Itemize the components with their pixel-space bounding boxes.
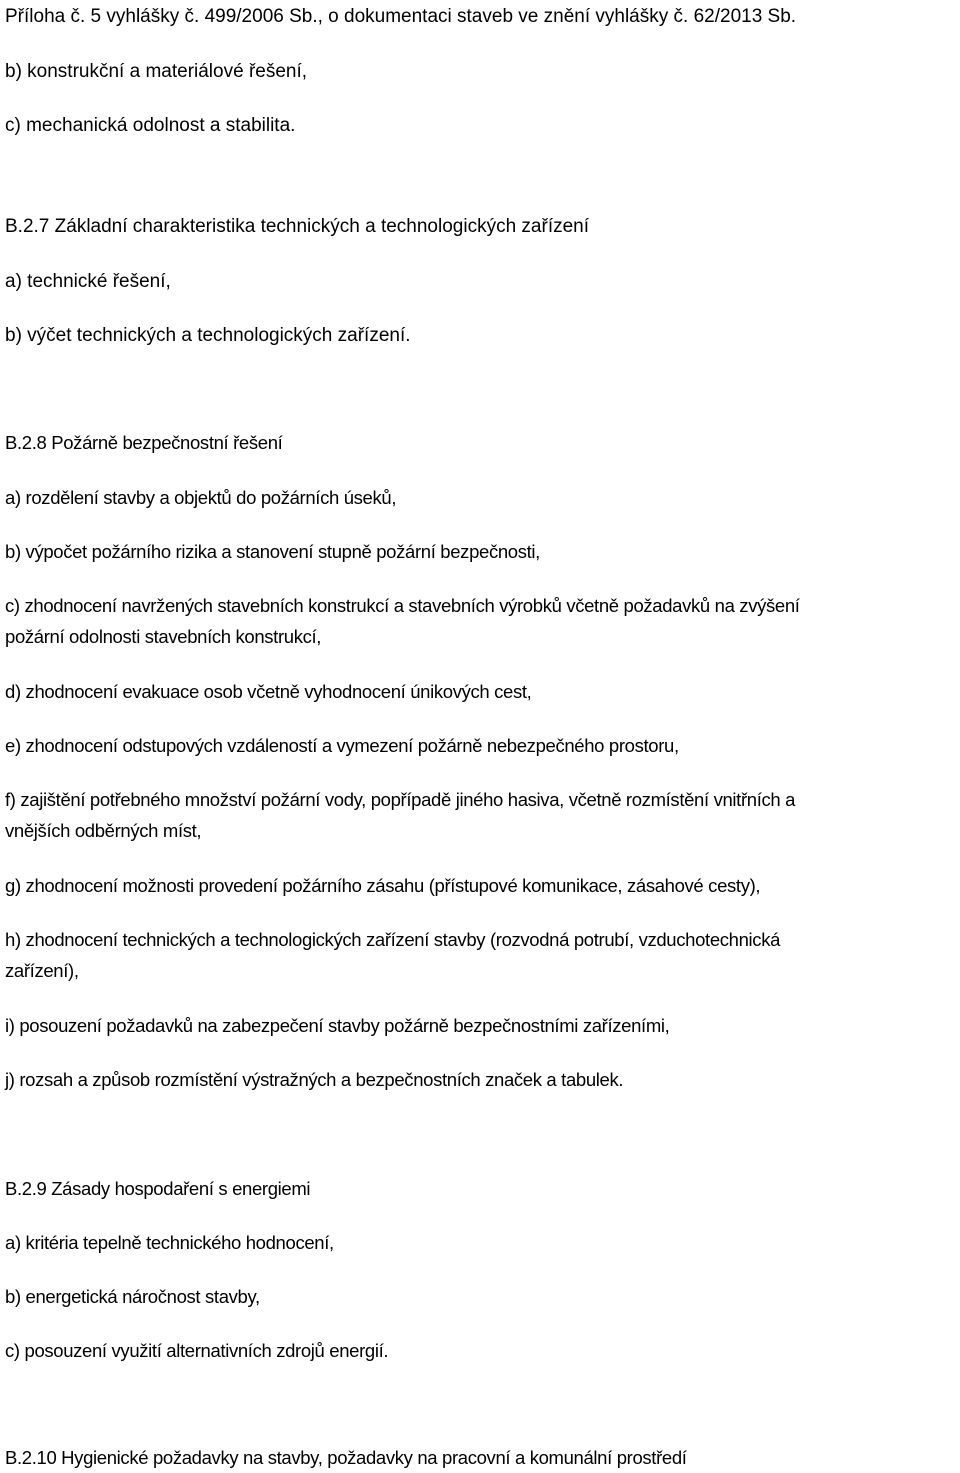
list-item: b) energetická náročnost stavby, — [5, 1286, 260, 1307]
section-heading-b210: B.2.10 Hygienické požadavky na stavby, požadavky na pracovní a komunální prostředí — [5, 1447, 687, 1468]
list-item: h) zhodnocení technických a technologických zařízení stavby (rozvodná potrubí, vzduchotechnická — [5, 929, 781, 950]
list-item: a) rozdělení stavby a objektů do požárních úseků, — [5, 487, 397, 508]
list-item-continuation: vnějších odběrných míst, — [5, 820, 202, 841]
section-heading-b29: B.2.9 Zásady hospodaření s energiemi — [5, 1178, 311, 1199]
page-header: Příloha č. 5 vyhlášky č. 499/2006 Sb., o dokumentaci staveb ve znění vyhlášky č. 62/2013 Sb. — [5, 6, 797, 27]
list-item: a) technické řešení, — [5, 271, 171, 292]
list-item: c) posouzení využití alternativních zdrojů energií. — [5, 1340, 389, 1361]
list-item: f) zajištění potřebného množství požární vody, popřípadě jiného hasiva, včetně rozmístění vnitřních a — [5, 789, 796, 810]
section-heading-b27: B.2.7 Základní charakteristika technických a technologických zařízení — [5, 216, 590, 237]
list-item: j) rozsah a způsob rozmístění výstražných a bezpečnostních značek a tabulek. — [5, 1069, 624, 1090]
list-item: i) posouzení požadavků na zabezpečení stavby požárně bezpečnostními zařízeními, — [5, 1015, 670, 1036]
list-item: d) zhodnocení evakuace osob včetně vyhodnocení únikových cest, — [5, 681, 532, 702]
list-item: e) zhodnocení odstupových vzdáleností a vymezení požárně nebezpečného prostoru, — [5, 735, 679, 756]
list-item-continuation: požární odolnosti stavebních konstrukcí, — [5, 626, 322, 647]
list-item: a) kritéria tepelně technického hodnocení, — [5, 1232, 334, 1253]
list-item: c) zhodnocení navržených stavebních konstrukcí a stavebních výrobků včetně požadavků na zvýšení — [5, 595, 800, 616]
list-item: g) zhodnocení možnosti provedení požárního zásahu (přístupové komunikace, zásahové cesty), — [5, 875, 761, 896]
list-item-continuation: zařízení), — [5, 960, 79, 981]
list-item: b) výčet technických a technologických zařízení. — [5, 325, 411, 346]
list-item: b) výpočet požárního rizika a stanovení stupně požární bezpečnosti, — [5, 541, 540, 562]
section-heading-b28: B.2.8 Požárně bezpečnostní řešení — [5, 432, 283, 453]
list-item: c) mechanická odolnost a stabilita. — [5, 115, 296, 136]
list-item: b) konstrukční a materiálové řešení, — [5, 61, 308, 82]
